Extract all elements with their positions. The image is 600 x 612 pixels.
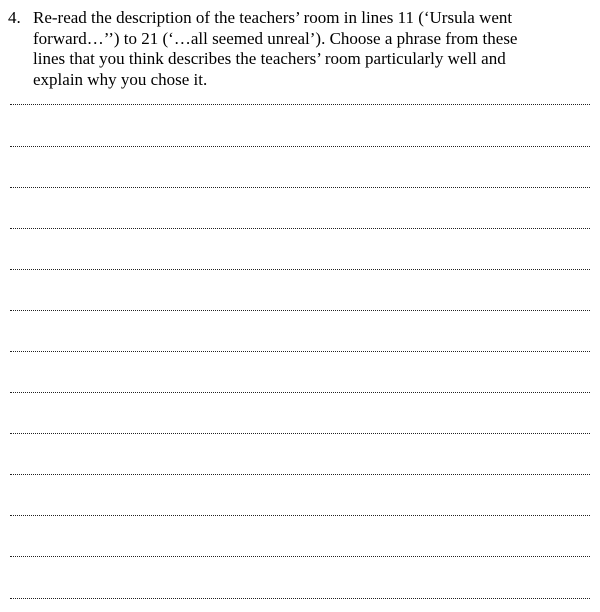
- question-number: 4.: [8, 8, 21, 27]
- question-text-line-4: explain why you chose it.: [33, 69, 208, 89]
- answer-line[interactable]: [10, 598, 590, 599]
- answer-line[interactable]: [10, 228, 590, 229]
- question-text-line-1: Re-read the description of the teachers’ room in lines 11 (‘Ursula went: [33, 8, 513, 27]
- answer-line[interactable]: [10, 392, 590, 393]
- answer-line[interactable]: [10, 351, 590, 352]
- answer-line[interactable]: [10, 269, 590, 270]
- question-text-line-3: lines that you think describes the teachers’ room particularly well and: [33, 49, 506, 68]
- answer-area[interactable]: [10, 0, 590, 612]
- answer-line[interactable]: [10, 187, 590, 188]
- answer-line[interactable]: [10, 556, 590, 557]
- answer-line[interactable]: [10, 515, 590, 516]
- answer-line[interactable]: [10, 104, 590, 105]
- answer-line[interactable]: [10, 310, 590, 311]
- answer-line[interactable]: [10, 146, 590, 147]
- answer-line[interactable]: [10, 433, 590, 434]
- answer-line[interactable]: [10, 474, 590, 475]
- question-text-line-2: forward…’’) to 21 (‘…all seemed unreal’). Choose a phrase from these: [33, 28, 518, 48]
